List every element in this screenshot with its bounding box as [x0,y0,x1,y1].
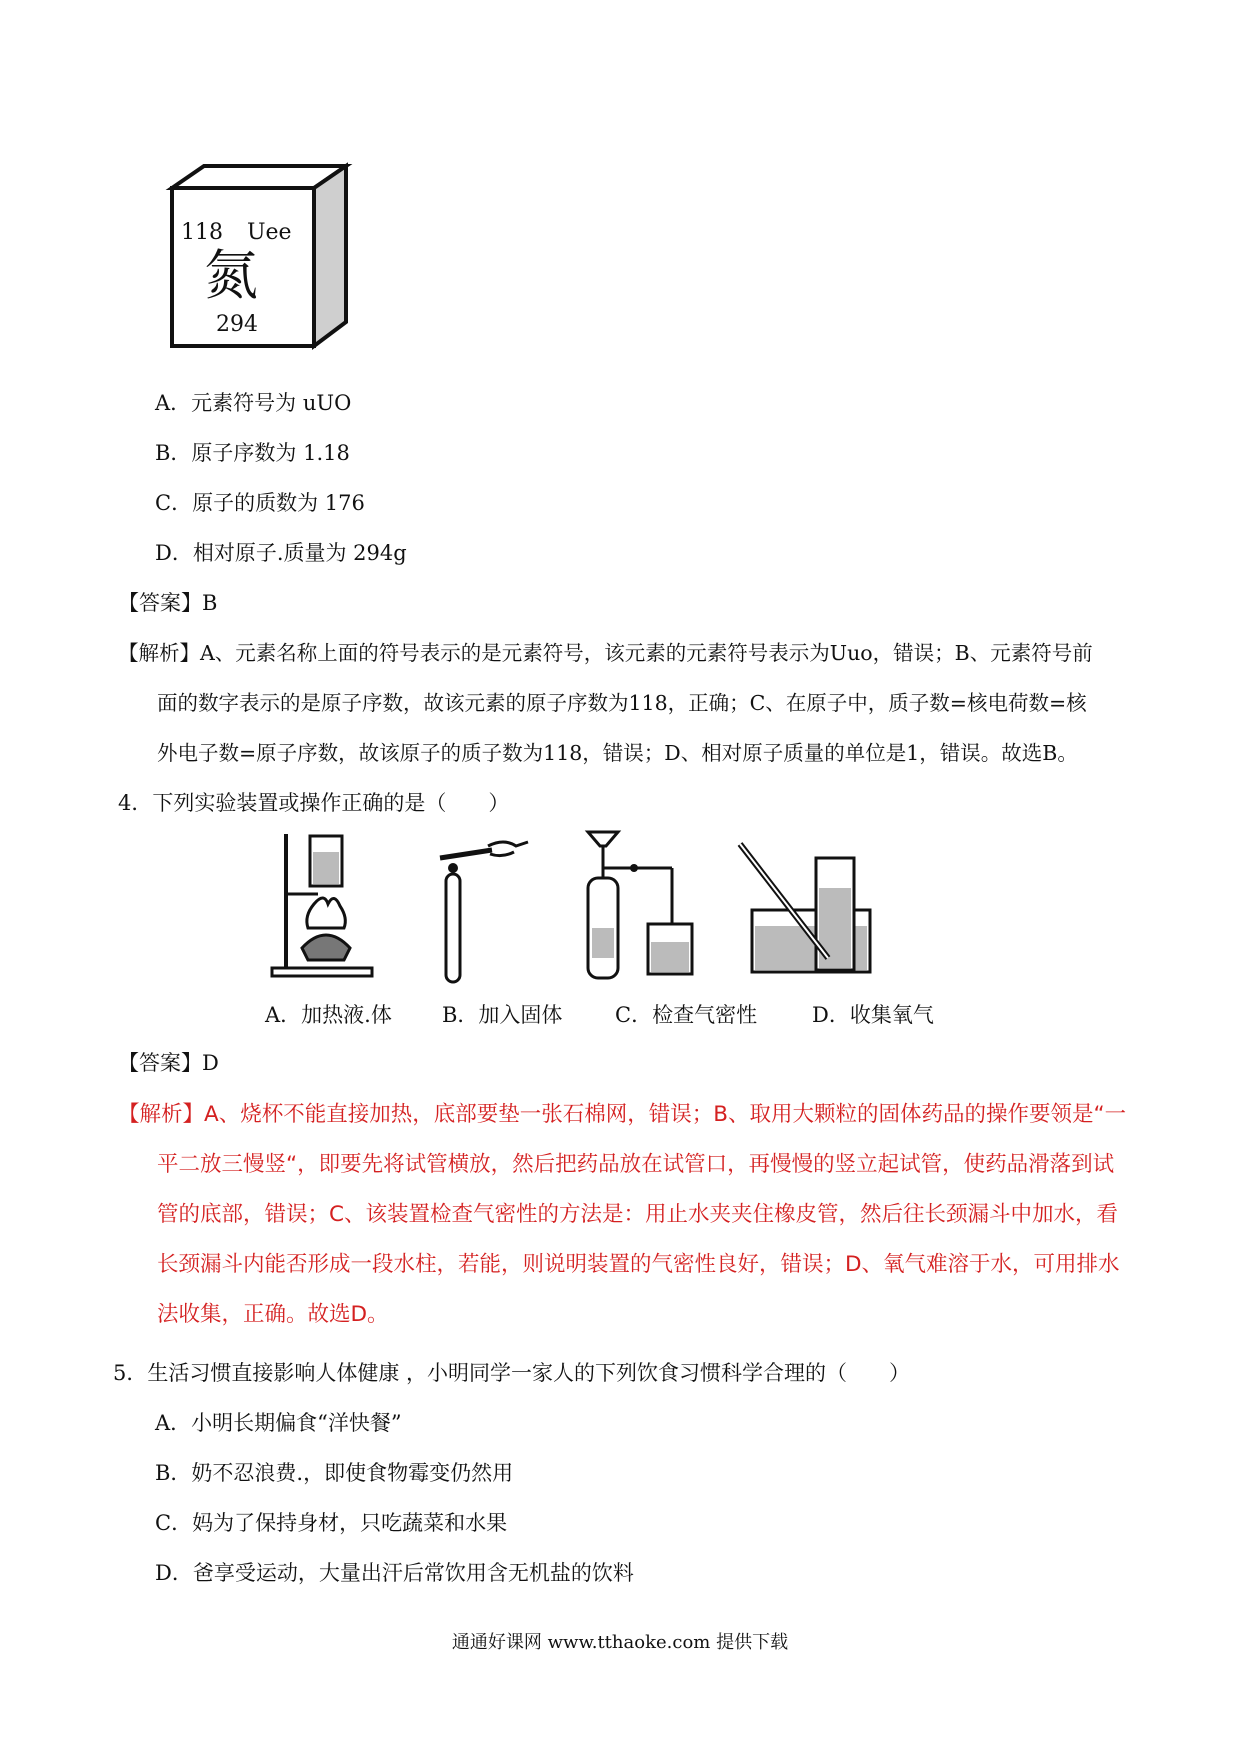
q4-analysis-line-4: 长颈漏斗内能否形成一段水柱，若能，则说明装置的气密性良好，错误；D、氧气难溶于水，可用排水 [157,1252,1120,1277]
q5-option-d: D．爸享受运动，大量出汗后常饮用含无机盐的饮料 [155,1561,634,1585]
element-card-figure [160,160,360,360]
q5-option-c: C．妈为了保持身材，只吃蔬菜和水果 [155,1511,508,1535]
figure-c-airtightness [578,828,698,988]
q3-analysis-line-3: 外电子数=原子序数，故该原子的质子数为118，错误；D、相对原子质量的单位是1，错误。故选B。 [157,741,1078,765]
q4-analysis-line-5: 法收集，正确。故选D。 [157,1302,389,1327]
figure-label-d: D．收集氧气 [812,1003,934,1027]
q3-option-a: A．元素符号为 uUO [155,391,352,415]
figure-b-adding-solid [430,840,540,990]
q5-option-b: B．奶不忍浪费.，即使食物霉变仍然用 [155,1461,514,1485]
q3-analysis-line-1: 【解析】A、元素名称上面的符号表示的是元素符号，该元素的元素符号表示为Uuo，错误；B、元素符号前 [118,641,1093,665]
figure-d-collecting-oxygen [736,840,876,990]
element-name: 氮 [204,244,258,307]
element-mass: 294 [216,312,258,337]
q4-analysis-line-3: 管的底部，错误；C、该装置检查气密性的方法是：用止水夹夹住橡皮管，然后往长颈漏斗中加水，看 [157,1202,1119,1227]
q3-analysis-line-2: 面的数字表示的是原子序数，故该元素的原子序数为118，正确；C、在原子中，质子数=核电荷数=核 [157,691,1087,715]
element-symbol: Uee [247,220,292,245]
figure-label-a: A．加热液.体 [265,1003,392,1027]
q3-option-b: B．原子序数为 1.18 [155,441,350,465]
q5-option-a: A．小明长期偏食“洋快餐” [155,1411,402,1435]
q3-option-d: D．相对原子.质量为 294g [155,541,407,565]
figure-a-heating-liquid [268,832,378,982]
q4-analysis-line-1: 【解析】A、烧杯不能直接加热，底部要垫一张石棉网，错误；B、取用大颗粒的固体药品的操作要领是“一 [118,1102,1127,1127]
q4-stem: 4．下列实验装置或操作正确的是（ ） [118,791,510,815]
q4-answer: 【答案】D [118,1051,219,1075]
q3-option-c: C．原子的质数为 176 [155,491,365,515]
q4-analysis-line-2: 平二放三慢竖“，即要先将试管横放，然后把药品放在试管口，再慢慢的竖立起试管，使药品滑落到试 [157,1152,1115,1177]
q3-answer: 【答案】B [118,591,218,615]
figure-label-c: C．检查气密性 [615,1003,758,1027]
figure-label-b: B．加入固体 [442,1003,563,1027]
page-footer: 通通好课网 www.tthaoke.com 提供下载 [451,1632,789,1653]
element-number: 118 [181,220,223,245]
q5-stem: 5．生活习惯直接影响人体健康 ，小明同学一家人的下列饮食习惯科学合理的（ ） [113,1361,911,1385]
